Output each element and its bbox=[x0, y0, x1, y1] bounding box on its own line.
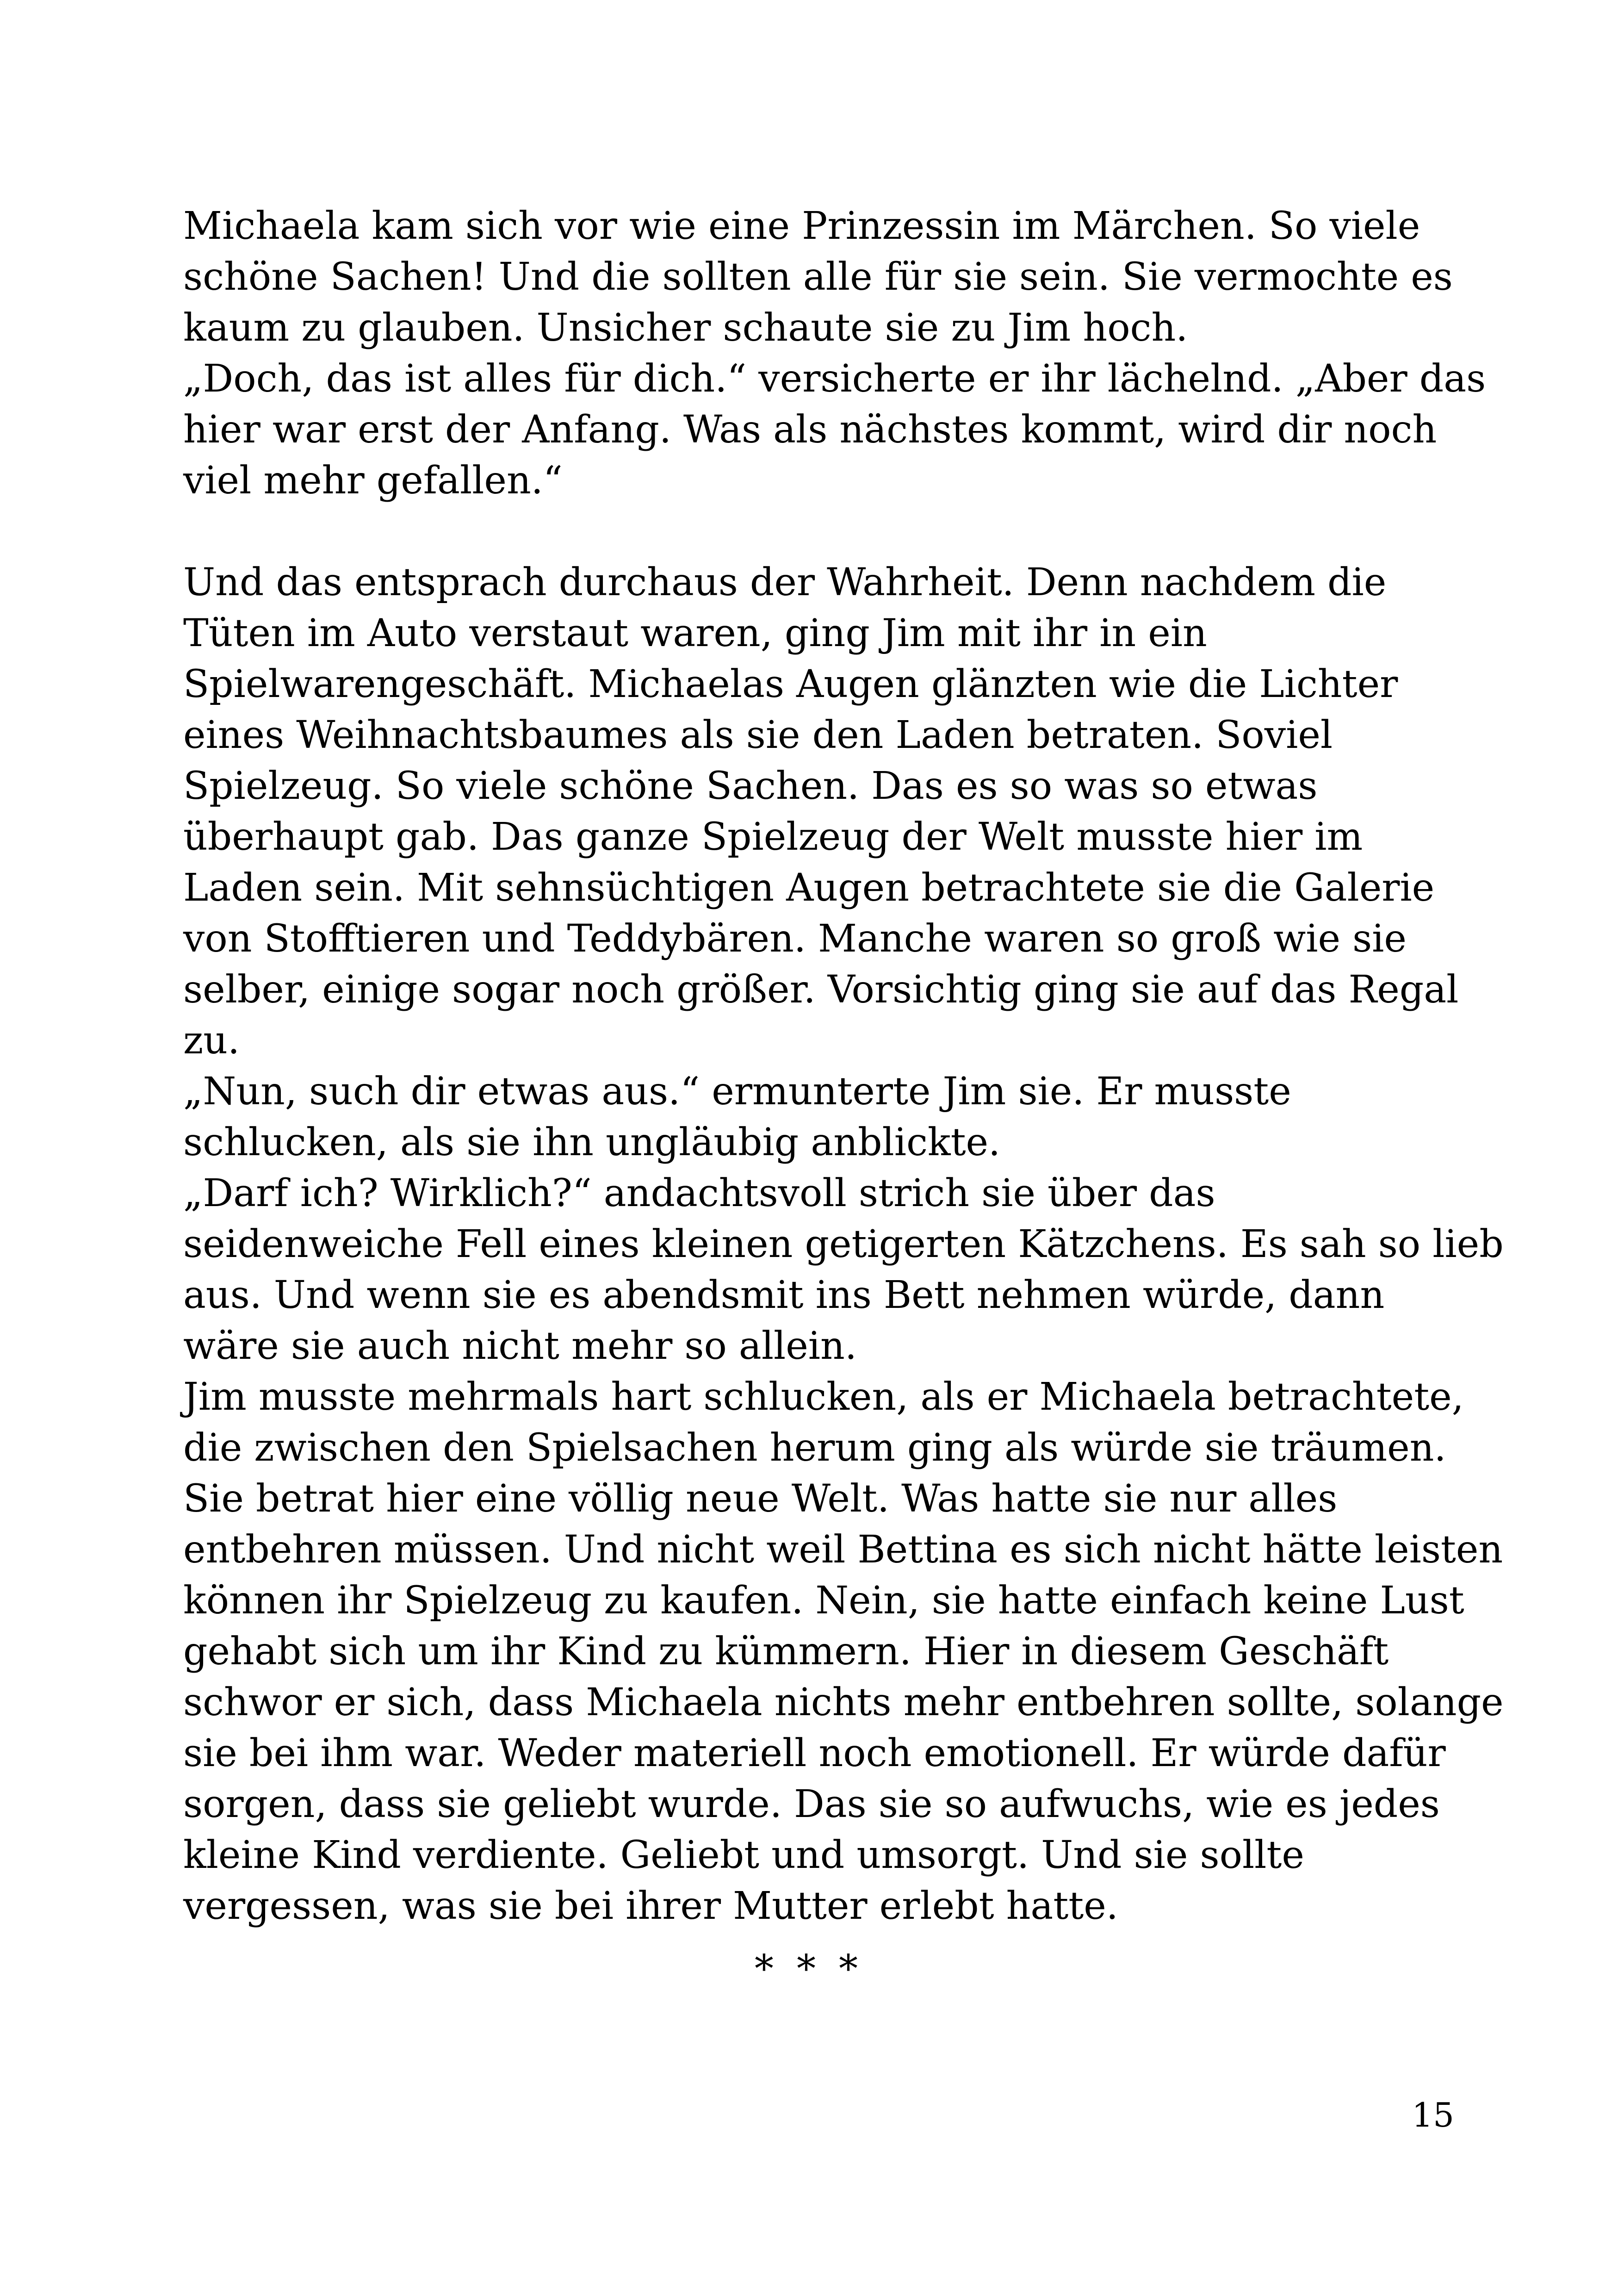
text-line: „Darf ich? Wirklich?“ andachtsvoll strich sie über das bbox=[183, 1171, 1215, 1215]
text-line: kleine Kind verdiente. Geliebt und umsorgt. Und sie sollte bbox=[183, 1833, 1304, 1877]
page-number: 15 bbox=[1412, 2096, 1454, 2134]
text-line: sie bei ihm war. Weder materiell noch emotionell. Er würde dafür bbox=[183, 1731, 1446, 1775]
text-line: „Doch, das ist alles für dich.“ versicherte er ihr lächelnd. „Aber das bbox=[183, 357, 1486, 401]
text-line: zu. bbox=[183, 1019, 240, 1063]
text-line: kaum zu glauben. Unsicher schaute sie zu Jim hoch. bbox=[183, 306, 1188, 350]
text-line: schwor er sich, dass Michaela nichts mehr entbehren sollte, solange bbox=[183, 1680, 1504, 1724]
text-line: Jim musste mehrmals hart schlucken, als er Michaela betrachtete, bbox=[183, 1375, 1464, 1419]
text-line: schlucken, als sie ihn ungläubig anblickte. bbox=[183, 1120, 1001, 1164]
section-separator: * * * bbox=[754, 1947, 864, 1991]
text-line: sorgen, dass sie geliebt wurde. Das sie so aufwuchs, wie es jedes bbox=[183, 1782, 1440, 1826]
text-line: Spielzeug. So viele schöne Sachen. Das es so was so etwas bbox=[183, 764, 1318, 808]
text-line: Tüten im Auto verstaut waren, ging Jim mit ihr in ein bbox=[183, 611, 1207, 655]
text-line: hier war erst der Anfang. Was als nächstes kommt, wird dir noch bbox=[183, 408, 1437, 452]
text-line: Und das entsprach durchaus der Wahrheit. Denn nachdem die bbox=[183, 560, 1387, 604]
text-line: schöne Sachen! Und die sollten alle für sie sein. Sie vermochte es bbox=[183, 255, 1453, 299]
text-line: können ihr Spielzeug zu kaufen. Nein, sie hatte einfach keine Lust bbox=[183, 1579, 1464, 1623]
text-line: Sie betrat hier eine völlig neue Welt. Was hatte sie nur alles bbox=[183, 1477, 1338, 1521]
text-line: Spielwarengeschäft. Michaelas Augen glänzten wie die Lichter bbox=[183, 662, 1398, 706]
text-line: seidenweiche Fell eines kleinen getigerten Kätzchens. Es sah so lieb bbox=[183, 1222, 1504, 1266]
text-line: wäre sie auch nicht mehr so allein. bbox=[183, 1324, 857, 1368]
text-line: entbehren müssen. Und nicht weil Bettina es sich nicht hätte leisten bbox=[183, 1528, 1503, 1572]
text-line: überhaupt gab. Das ganze Spielzeug der Welt musste hier im bbox=[183, 815, 1363, 859]
text-line: die zwischen den Spielsachen herum ging als würde sie träumen. bbox=[183, 1426, 1446, 1470]
text-line: gehabt sich um ihr Kind zu kümmern. Hier in diesem Geschäft bbox=[183, 1630, 1389, 1674]
text-line: Michaela kam sich vor wie eine Prinzessin im Märchen. So viele bbox=[183, 204, 1420, 248]
text-line: Laden sein. Mit sehnsüchtigen Augen betrachtete sie die Galerie bbox=[183, 866, 1435, 910]
text-line: vergessen, was sie bei ihrer Mutter erlebt hatte. bbox=[183, 1884, 1118, 1928]
text-line: von Stofftieren und Teddybären. Manche waren so groß wie sie bbox=[183, 917, 1407, 961]
text-line: selber, einige sogar noch größer. Vorsichtig ging sie auf das Regal bbox=[183, 968, 1459, 1012]
text-line: eines Weihnachtsbaumes als sie den Laden betraten. Soviel bbox=[183, 713, 1333, 757]
paragraph bbox=[183, 201, 1486, 506]
text-line: viel mehr gefallen.“ bbox=[183, 459, 563, 503]
text-line: aus. Und wenn sie es abendsmit ins Bett nehmen würde, dann bbox=[183, 1273, 1385, 1317]
paragraph bbox=[183, 557, 1504, 1932]
text-line: „Nun, such dir etwas aus.“ ermunterte Jim sie. Er musste bbox=[183, 1070, 1291, 1114]
